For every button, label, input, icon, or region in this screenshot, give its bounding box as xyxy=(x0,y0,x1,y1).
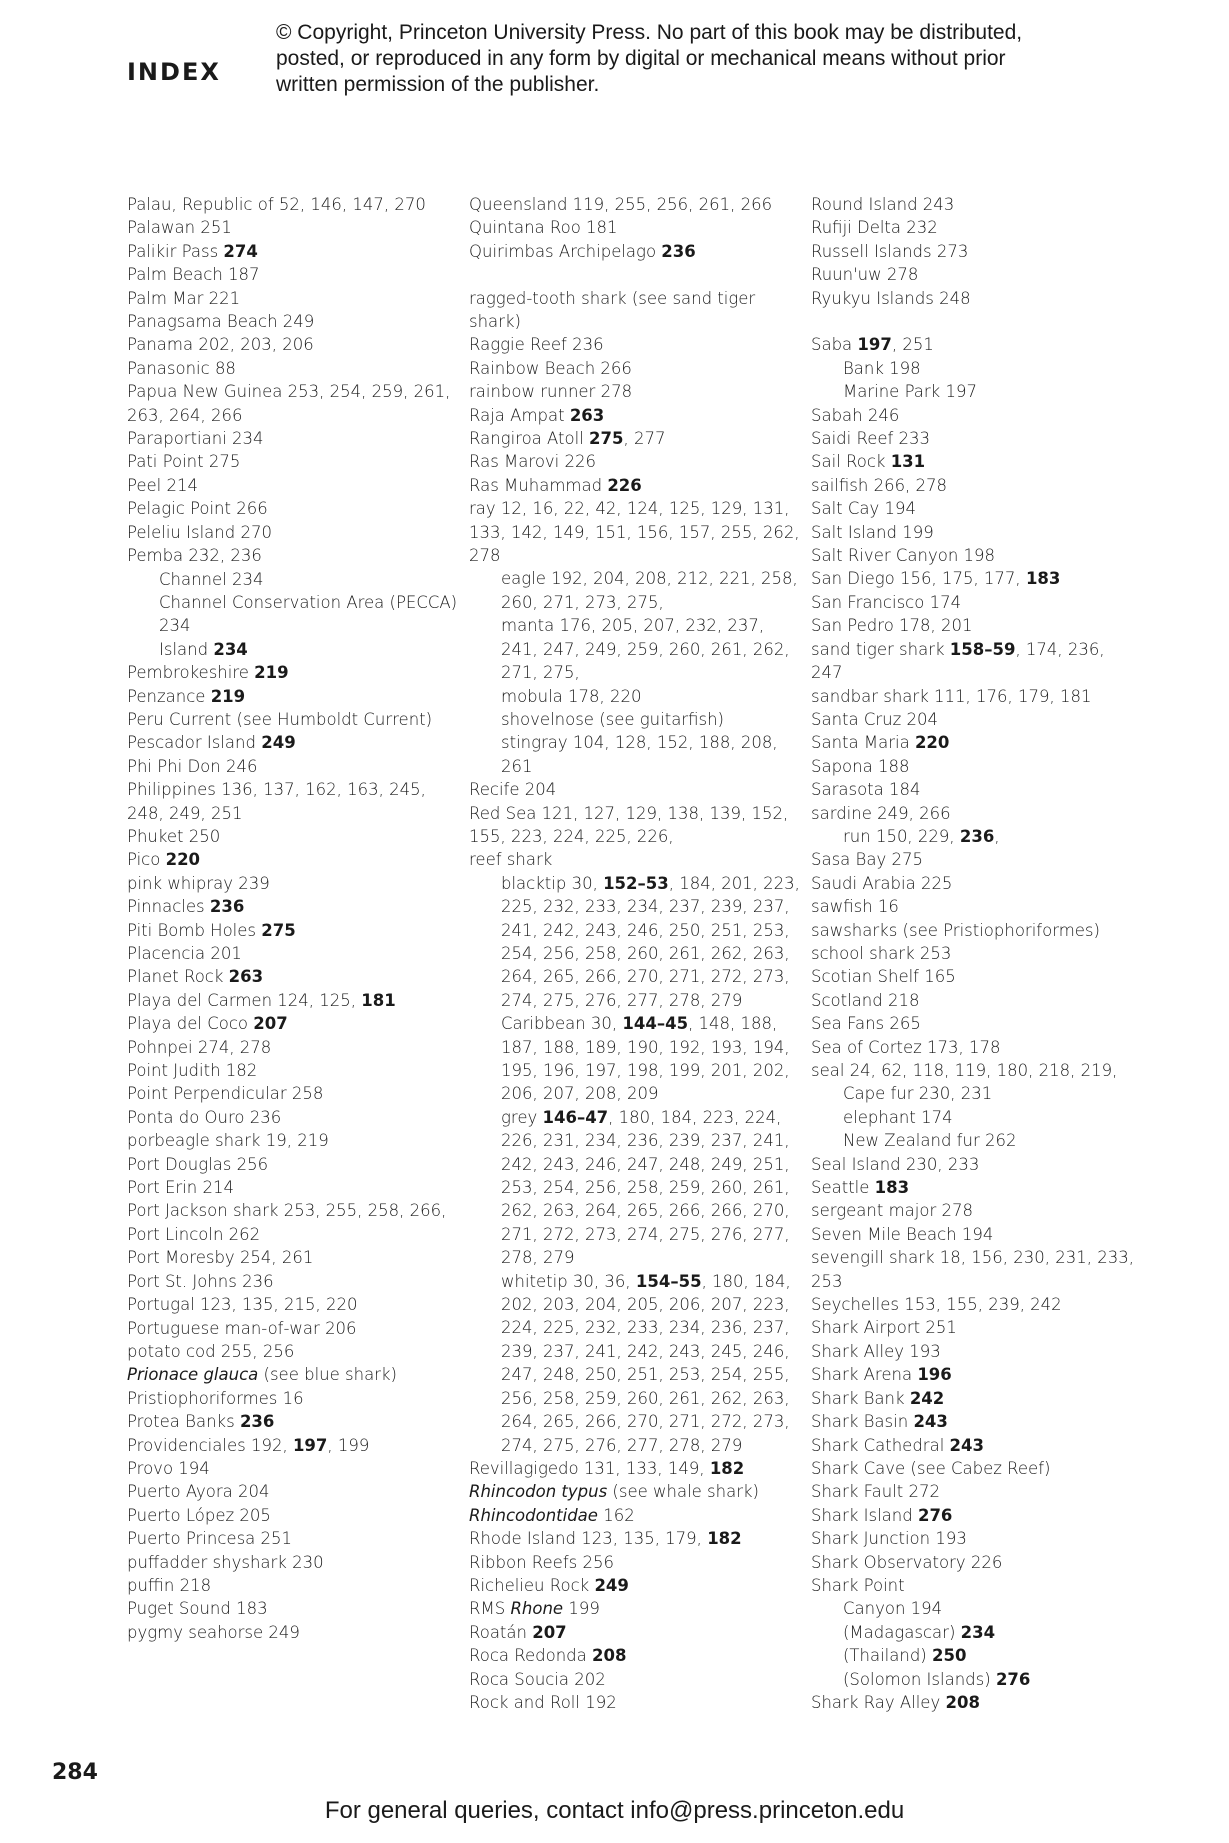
index-entry: Ribbon Reefs 256 xyxy=(469,1552,614,1572)
index-entry: Port Moresby 254, 261 xyxy=(127,1248,314,1268)
index-entry: Pico 220 xyxy=(127,850,201,870)
index-entry: Shark Ray Alley 208 xyxy=(811,1692,980,1712)
index-entry: Roca Soucia 202 xyxy=(469,1669,606,1689)
index-entry: Red Sea 121, 127, 129, 138, 139, 152, 155, 223, 224, 225, 226, xyxy=(469,803,789,846)
index-entry: porbeagle shark 19, 219 xyxy=(127,1131,329,1151)
index-entry: Scotian Shelf 165 xyxy=(811,967,956,987)
index-subentry: Channel 234 xyxy=(159,569,264,589)
index-entry: Ruun'uw 278 xyxy=(811,265,919,285)
index-subentry: Cape fur 230, 231 xyxy=(843,1084,993,1104)
index-entry: Palau, Republic of 52, 146, 147, 270 xyxy=(127,195,426,214)
index-entry: Sasa Bay 275 xyxy=(811,850,923,870)
index-entry: Port Erin 214 xyxy=(127,1178,234,1198)
index-entry: sailfish 266, 278 xyxy=(811,475,948,495)
index-entry: Portuguese man-of-war 206 xyxy=(127,1318,357,1338)
page-number: 284 xyxy=(52,1760,98,1785)
index-entry: Saidi Reef 233 xyxy=(811,429,931,449)
index-entry: Rock and Roll 192 xyxy=(469,1692,617,1712)
index-entry: Panagsama Beach 249 xyxy=(127,312,315,332)
index-entry: Pelagic Point 266 xyxy=(127,499,268,519)
index-entry: Rufiji Delta 232 xyxy=(811,218,938,238)
index-entry: Shark Arena 196 xyxy=(811,1365,952,1385)
index-entry: Sapona 188 xyxy=(811,756,910,776)
index-entry: Provo 194 xyxy=(127,1458,210,1478)
index-entry: Pohnpei 274, 278 xyxy=(127,1037,272,1057)
index-subentry: Channel Conservation Area (PECCA) 234 xyxy=(159,592,458,636)
index-subentry: eagle 192, 204, 208, 212, 221, 258, 260, 271, 273, 275, xyxy=(501,569,798,612)
index-entry: San Diego 156, 175, 177, 183 xyxy=(811,569,1061,589)
index-entry: sawsharks (see Pristiophoriformes) xyxy=(811,920,1100,940)
index-entry: Puerto López 205 xyxy=(127,1505,271,1525)
index-entry: ragged-tooth shark (see sand tiger shark) xyxy=(469,288,756,332)
index-entry: Pemba 232, 236 xyxy=(127,546,262,566)
index-subentry: New Zealand fur 262 xyxy=(843,1131,1017,1151)
index-entry: Quirimbas Archipelago 236 xyxy=(469,241,696,261)
index-entry: Puerto Ayora 204 xyxy=(127,1482,270,1502)
index-subentry: mobula 178, 220 xyxy=(501,686,642,706)
index-entry: Salt Cay 194 xyxy=(811,499,917,519)
index-entry: Port Lincoln 262 xyxy=(127,1224,261,1244)
index-entry: sevengill shark 18, 156, 230, 231, 233, 253 xyxy=(811,1248,1134,1291)
index-subentry: whitetip 30, 36, 154–55, 180, 184, 202, 203, 204, 205, 206, 207, 223, 224, 225, 232, 233, 234, 236, 237, 239, 237, 241, 242, 243, 245, 246, 247, 248, 250, 251, 253, 254, 255, 256, 258, 259, 260, 261, 262, 263, 264, 265, 266, 270, 271, 272, 273, 274, 275, 276, 277, 278, 279 xyxy=(501,1271,791,1455)
index-entry: Sarasota 184 xyxy=(811,780,921,800)
index-entry: sand tiger shark 158–59, 174, 236, 247 xyxy=(811,639,1105,683)
index-entry: Rainbow Beach 266 xyxy=(469,358,632,378)
index-entry: Providenciales 192, 197, 199 xyxy=(127,1435,370,1455)
index-entry: San Francisco 174 xyxy=(811,592,962,612)
index-entry: Roca Redonda 208 xyxy=(469,1646,627,1666)
index-subentry: Caribbean 30, 144–45, 148, 188, 187, 188, 189, 190, 192, 193, 194, 195, 196, 197, 198, 199, 201, 202, 206, 207, 208, 209 xyxy=(501,1014,790,1104)
index-entry: Saudi Arabia 225 xyxy=(811,873,953,893)
index-subentry: manta 176, 205, 207, 232, 237, 241, 247, 249, 259, 260, 261, 262, 271, 275, xyxy=(501,616,790,683)
index-entry: Shark Fault 272 xyxy=(811,1482,940,1502)
index-subentry: Canyon 194 xyxy=(843,1599,943,1619)
index-entry: Ponta do Ouro 236 xyxy=(127,1107,282,1127)
index-subentry: grey 146–47, 180, 184, 223, 224, 226, 231, 234, 236, 239, 237, 241, 242, 243, 246, 247, 248, 249, 251, 253, 254, 256, 258, 259, 260, 261, 262, 263, 264, 265, 266, 266, 270, 271, 272, 273, 274, 275, 276, 277, 278, 279 xyxy=(501,1107,790,1268)
index-subentry: elephant 174 xyxy=(843,1107,953,1127)
index-entry: Shark Island 276 xyxy=(811,1505,953,1525)
index-subentry: Bank 198 xyxy=(843,358,921,378)
index-entry: school shark 253 xyxy=(811,943,952,963)
index-entry: Shark Junction 193 xyxy=(811,1529,967,1549)
index-entry: San Pedro 178, 201 xyxy=(811,616,973,636)
index-entry: Queensland 119, 255, 256, 261, 266 xyxy=(469,195,773,214)
index-entry: potato cod 255, 256 xyxy=(127,1341,295,1361)
index-entry: Shark Cathedral 243 xyxy=(811,1435,984,1455)
index-column-3 xyxy=(811,193,1141,1714)
index-entry: Protea Banks 236 xyxy=(127,1412,275,1432)
index-entry: Port St. Johns 236 xyxy=(127,1271,274,1291)
index-entry: sawfish 16 xyxy=(811,897,899,917)
index-entry: Palikir Pass 274 xyxy=(127,241,258,261)
index-entry: sardine 249, 266 xyxy=(811,803,951,823)
index-entry: Salt Island 199 xyxy=(811,522,934,542)
index-entry: Seattle 183 xyxy=(811,1178,910,1198)
index-entry: RMS Rhone 199 xyxy=(469,1599,600,1619)
index-entry: ray 12, 16, 22, 42, 124, 125, 129, 131, 133, 142, 149, 151, 156, 157, 255, 262, 278 xyxy=(469,499,800,566)
index-entry: Sea Fans 265 xyxy=(811,1014,921,1034)
index-entry: Prionace glauca (see blue shark) xyxy=(127,1365,397,1385)
index-entry: Peru Current (see Humboldt Current) xyxy=(127,709,433,729)
index-entry: Recife 204 xyxy=(469,780,557,800)
index-entry: Round Island 243 xyxy=(811,195,955,214)
index-column-1 xyxy=(127,193,462,1644)
index-entry: Seal Island 230, 233 xyxy=(811,1154,980,1174)
index-entry: Pembrokeshire 219 xyxy=(127,663,289,683)
index-entry: Shark Basin 243 xyxy=(811,1412,948,1432)
index-entry: Russell Islands 273 xyxy=(811,241,969,261)
index-subentry: Island 234 xyxy=(159,639,248,659)
index-entry: Seven Mile Beach 194 xyxy=(811,1224,994,1244)
index-entry: Playa del Carmen 124, 125, 181 xyxy=(127,990,396,1010)
index-entry: Rhode Island 123, 135, 179, 182 xyxy=(469,1529,742,1549)
index-entry: Panasonic 88 xyxy=(127,358,236,378)
index-entry: Pinnacles 236 xyxy=(127,897,245,917)
index-entry: Philippines 136, 137, 162, 163, 245, 248, 249, 251 xyxy=(127,780,426,823)
index-entry: Phi Phi Don 246 xyxy=(127,756,258,776)
index-entry: Pristiophoriformes 16 xyxy=(127,1388,304,1408)
index-entry: Revillagigedo 131, 133, 149, 182 xyxy=(469,1458,745,1478)
index-entry: Puget Sound 183 xyxy=(127,1599,268,1619)
index-entry: Peel 214 xyxy=(127,475,198,495)
index-entry: Paraportiani 234 xyxy=(127,429,264,449)
index-entry: Seychelles 153, 155, 239, 242 xyxy=(811,1295,1062,1315)
index-entry: Sail Rock 131 xyxy=(811,452,926,472)
index-subentry: (Madagascar) 234 xyxy=(843,1622,996,1642)
index-entry: sergeant major 278 xyxy=(811,1201,973,1221)
index-entry: Palm Mar 221 xyxy=(127,288,241,308)
index-entry: Rhincodontidae 162 xyxy=(469,1505,635,1525)
copyright-notice: © Copyright, Princeton University Press. No part of this book may be distributed, posted, or reproduced in any form by digital or mechanical means without prior written permission of the publisher. xyxy=(276,21,1023,96)
index-entry: Roatán 207 xyxy=(469,1622,567,1642)
index-entry: Santa Maria 220 xyxy=(811,733,950,753)
index-entry: Shark Point xyxy=(811,1575,905,1595)
index-entry: Panama 202, 203, 206 xyxy=(127,335,314,355)
index-entry: seal 24, 62, 118, 119, 180, 218, 219, xyxy=(811,1061,1118,1081)
index-entry: Palm Beach 187 xyxy=(127,265,260,285)
index-entry: Planet Rock 263 xyxy=(127,967,264,987)
index-entry: Rangiroa Atoll 275, 277 xyxy=(469,429,666,449)
index-entry: Playa del Coco 207 xyxy=(127,1014,288,1034)
index-entry: Portugal 123, 135, 215, 220 xyxy=(127,1295,358,1315)
index-entry: pink whipray 239 xyxy=(127,873,270,893)
index-entry: Rhincodon typus (see whale shark) xyxy=(469,1482,759,1502)
index-entry: Palawan 251 xyxy=(127,218,232,238)
index-entry: Shark Alley 193 xyxy=(811,1341,941,1361)
index-entry: Scotland 218 xyxy=(811,990,920,1010)
index-entry: Shark Cave (see Cabez Reef) xyxy=(811,1458,1051,1478)
index-entry: Peleliu Island 270 xyxy=(127,522,272,542)
index-subentry: stingray 104, 128, 152, 188, 208, 261 xyxy=(501,733,778,776)
index-entry: Papua New Guinea 253, 254, 259, 261, 263, 264, 266 xyxy=(127,382,451,425)
index-entry: Pati Point 275 xyxy=(127,452,241,472)
index-subentry: (Solomon Islands) 276 xyxy=(843,1669,1031,1689)
index-entry: Ras Muhammad 226 xyxy=(469,475,642,495)
index-entry: Shark Bank 242 xyxy=(811,1388,945,1408)
index-entry: rainbow runner 278 xyxy=(469,382,633,402)
index-entry: Placencia 201 xyxy=(127,944,242,963)
index-entry: Penzance 219 xyxy=(127,686,246,706)
index-entry: Salt River Canyon 198 xyxy=(811,546,996,566)
index-entry: Point Judith 182 xyxy=(127,1061,258,1081)
index-entry: puffin 218 xyxy=(127,1575,212,1595)
index-entry: puffadder shyshark 230 xyxy=(127,1552,324,1572)
index-entry: Shark Airport 251 xyxy=(811,1318,957,1338)
index-heading: INDEX xyxy=(127,58,221,86)
index-entry: Raja Ampat 263 xyxy=(469,405,605,425)
index-entry: Point Perpendicular 258 xyxy=(127,1084,324,1104)
index-entry: Puerto Princesa 251 xyxy=(127,1529,293,1549)
index-entry: Sabah 246 xyxy=(811,405,900,425)
index-entry: Phuket 250 xyxy=(127,826,221,846)
index-entry: Ryukyu Islands 248 xyxy=(811,288,971,308)
index-entry: pygmy seahorse 249 xyxy=(127,1622,300,1642)
index-entry: Port Jackson shark 253, 255, 258, 266, xyxy=(127,1201,447,1221)
index-entry: sandbar shark 111, 176, 179, 181 xyxy=(811,686,1092,706)
contact-footer: For general queries, contact info@press.princeton.edu xyxy=(324,1797,905,1824)
index-entry: Sea of Cortez 173, 178 xyxy=(811,1037,1001,1057)
index-entry: Pescador Island 249 xyxy=(127,733,296,753)
index-entry: Richelieu Rock 249 xyxy=(469,1575,629,1595)
index-entry: Quintana Roo 181 xyxy=(469,218,618,238)
index-subentry: (Thailand) 250 xyxy=(843,1646,967,1666)
index-subentry: Marine Park 197 xyxy=(843,382,977,402)
index-entry: Piti Bomb Holes 275 xyxy=(127,920,296,940)
index-subentry: shovelnose (see guitarfish) xyxy=(501,709,724,729)
index-entry: Shark Observatory 226 xyxy=(811,1552,1003,1572)
index-entry: Ras Marovi 226 xyxy=(469,452,597,472)
index-entry: reef shark xyxy=(469,850,553,870)
index-entry: Port Douglas 256 xyxy=(127,1154,269,1174)
index-entry: Saba 197, 251 xyxy=(811,335,934,355)
index-subentry: run 150, 229, 236, xyxy=(843,826,1000,846)
index-entry: Raggie Reef 236 xyxy=(469,335,604,355)
index-column-2 xyxy=(469,193,804,1714)
index-entry: Santa Cruz 204 xyxy=(811,709,939,729)
index-subentry: blacktip 30, 152–53, 184, 201, 223, 225, 232, 233, 234, 237, 239, 237, 241, 242, 243, 246, 250, 251, 253, 254, 256, 258, 260, 261, 262, 263, 264, 265, 266, 270, 271, 272, 273, 274, 275, 276, 277, 278, 279 xyxy=(501,873,800,1010)
